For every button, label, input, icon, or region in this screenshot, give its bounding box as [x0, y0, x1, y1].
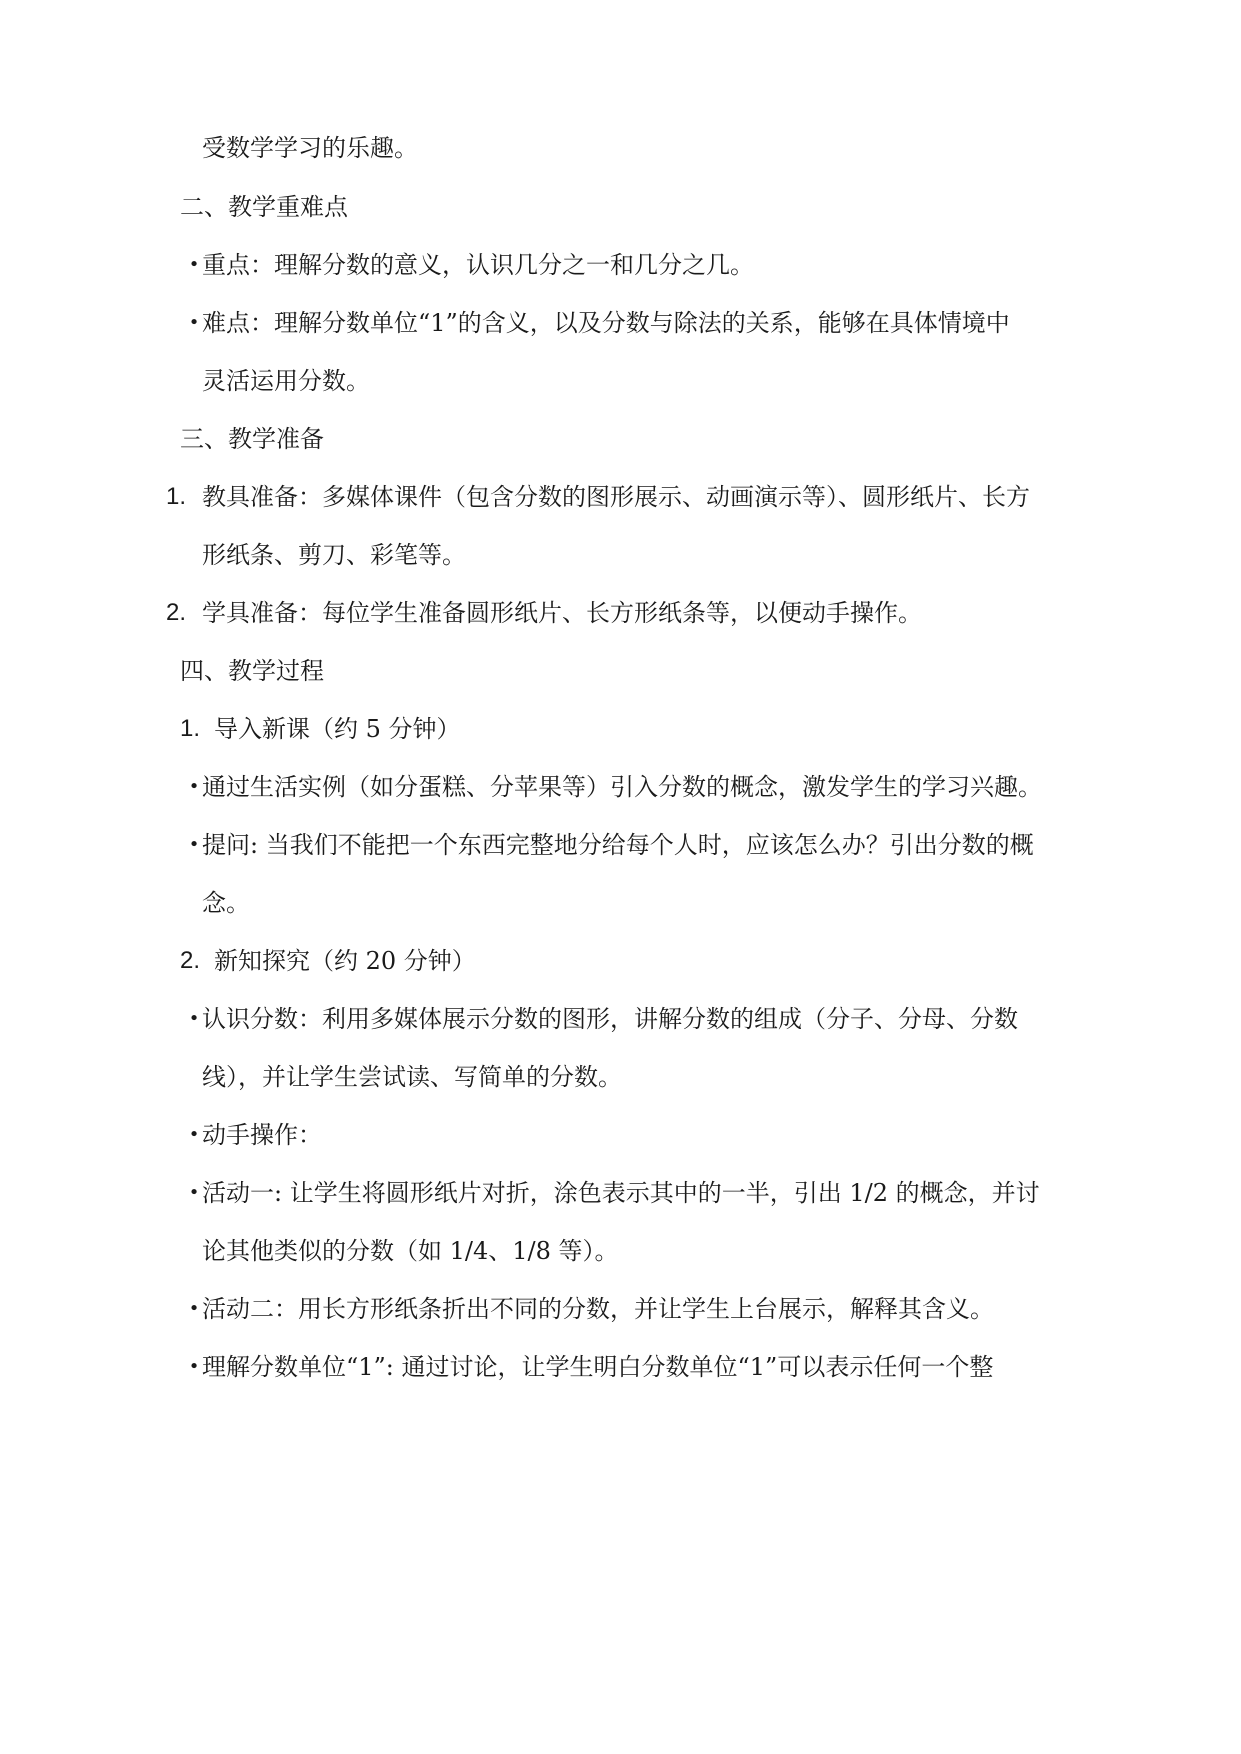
bullet-text: 活动一: 让学生将圆形纸片对折，涂色表示其中的一半，引出 1/2 的概念，并讨 — [202, 1179, 1040, 1207]
bullet-item-activity-one — [0, 1173, 1241, 1213]
bullet-text: 通过生活实例（如分蛋糕、分苹果等）引入分数的概念，激发学生的学习兴趣。 — [202, 773, 1042, 801]
bullet-text: 线），并让学生尝试读、写简单的分数。 — [202, 1063, 622, 1091]
bullet-icon: • — [188, 1008, 200, 1029]
numbered-item-continuation — [0, 535, 1241, 575]
bullet-item-difficulty — [0, 303, 1241, 343]
section-heading-text: 二、教学重难点 — [180, 193, 348, 221]
bullet-item-activity-two — [0, 1289, 1241, 1329]
list-number: 2. — [180, 947, 201, 974]
list-number: 1. — [166, 483, 187, 510]
bullet-icon: • — [188, 1124, 200, 1145]
sub-heading-text: 导入新课（约 5 分钟） — [214, 715, 461, 743]
numbered-item-text: 学具准备：每位学生准备圆形纸片、长方形纸条等，以便动手操作。 — [202, 599, 922, 627]
bullet-item-unit-one — [0, 1347, 1241, 1387]
bullet-text: 动手操作： — [202, 1121, 322, 1149]
sub-heading-exploration — [0, 941, 1241, 981]
numbered-item-text: 教具准备：多媒体课件（包含分数的图形展示、动画演示等）、圆形纸片、长方 — [202, 483, 1030, 511]
bullet-text: 认识分数：利用多媒体展示分数的图形，讲解分数的组成（分子、分母、分数 — [202, 1005, 1018, 1033]
section-heading-preparation — [0, 419, 1241, 459]
bullet-item-recognize-fractions — [0, 999, 1241, 1039]
bullet-item-life-example — [0, 767, 1241, 807]
list-number: 1. — [180, 715, 201, 742]
sub-heading-text: 新知探究（约 20 分钟） — [214, 947, 476, 975]
bullet-item-key-point — [0, 245, 1241, 285]
list-number: 2. — [166, 599, 187, 626]
numbered-item-learning-tools — [0, 593, 1241, 633]
section-heading-text: 三、教学准备 — [180, 425, 324, 453]
bullet-item-hands-on — [0, 1115, 1241, 1155]
section-heading-text: 四、教学过程 — [180, 657, 324, 685]
paragraph-text: 受数学学习的乐趣。 — [202, 134, 418, 162]
section-heading-key-points — [0, 187, 1241, 227]
bullet-text: 活动二：用长方形纸条折出不同的分数，并让学生上台展示，解释其含义。 — [202, 1295, 994, 1323]
bullet-continuation — [0, 883, 1241, 923]
bullet-icon: • — [188, 776, 200, 797]
bullet-text: 理解分数单位“1”: 通过讨论，让学生明白分数单位“1”可以表示任何一个整 — [202, 1353, 994, 1381]
bullet-text: 灵活运用分数。 — [202, 367, 370, 395]
sub-heading-intro — [0, 709, 1241, 749]
paragraph-continuation — [0, 128, 1241, 168]
bullet-icon: • — [188, 1182, 200, 1203]
bullet-icon: • — [188, 834, 200, 855]
section-heading-process — [0, 651, 1241, 691]
bullet-text: 论其他类似的分数（如 1/4、1/8 等）。 — [202, 1237, 619, 1265]
bullet-text: 难点：理解分数单位“1”的含义，以及分数与除法的关系，能够在具体情境中 — [202, 309, 1010, 337]
bullet-item-question — [0, 825, 1241, 865]
bullet-continuation — [0, 1231, 1241, 1271]
bullet-text: 念。 — [202, 889, 250, 917]
bullet-icon: • — [188, 1298, 200, 1319]
bullet-icon: • — [188, 254, 200, 275]
bullet-text: 重点：理解分数的意义，认识几分之一和几分之几。 — [202, 251, 754, 279]
numbered-item-text: 形纸条、剪刀、彩笔等。 — [202, 541, 466, 569]
numbered-item-teaching-tools — [0, 477, 1241, 517]
bullet-continuation — [0, 1057, 1241, 1097]
bullet-icon: • — [188, 1356, 200, 1377]
bullet-continuation — [0, 361, 1241, 401]
bullet-icon: • — [188, 312, 200, 333]
bullet-text: 提问: 当我们不能把一个东西完整地分给每个人时，应该怎么办？引出分数的概 — [202, 831, 1034, 859]
